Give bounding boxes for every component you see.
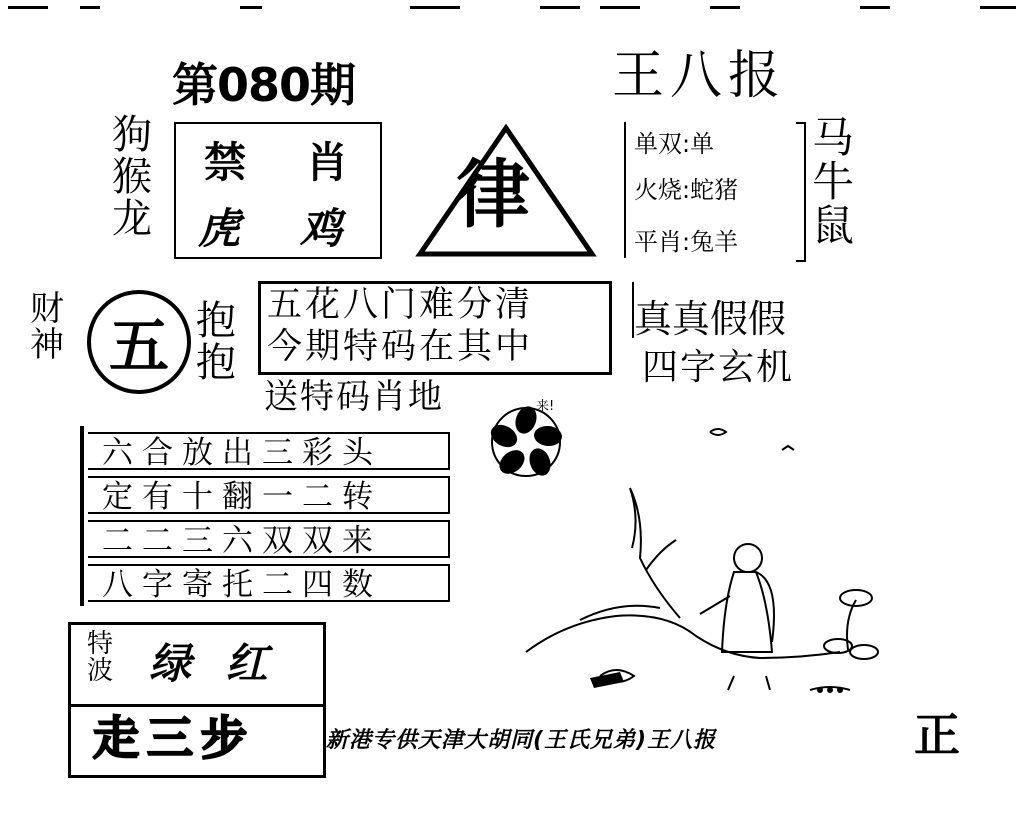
sage-feet	[728, 676, 770, 690]
top-dash	[710, 6, 740, 9]
forbidden-label: 肖	[306, 138, 349, 187]
special-wave-char: 特	[87, 629, 114, 659]
hill-line	[526, 615, 840, 658]
special-wave-label	[87, 631, 113, 686]
right-zodiac: 牛	[812, 157, 855, 207]
info-row-flat: 平肖:兔羊	[634, 228, 739, 256]
left-zodiac: 狗	[112, 112, 152, 158]
tree-trunk	[630, 488, 680, 618]
right-zodiac: 鼠	[812, 201, 855, 251]
forbidden-label: 禁	[204, 138, 247, 187]
poem-line-1: 六合放出三彩头	[88, 432, 450, 470]
forbidden-value: 虎	[198, 204, 241, 253]
hug-label	[196, 300, 236, 384]
info-row-fire: 火烧:蛇猪	[634, 176, 739, 204]
flower-leaf	[850, 645, 878, 659]
left-zodiac: 龙	[112, 196, 152, 242]
three-steps-box	[68, 704, 326, 778]
top-dash	[540, 6, 580, 9]
riddle-line-1: 五花八门难分清	[267, 285, 534, 325]
tree-branch	[646, 540, 676, 570]
info-box-bracket	[796, 122, 806, 262]
five-circle: 五	[87, 290, 191, 394]
info-row-odd-even: 单双:单	[634, 130, 715, 158]
poem-line-4: 八字寄托二四数	[88, 564, 450, 602]
top-dash	[600, 6, 640, 9]
sage-illustration	[520, 420, 1000, 720]
right-zodiac-column	[812, 113, 855, 251]
true-false-box	[632, 282, 812, 341]
bird-mark	[782, 446, 794, 450]
riddle-line-2: 今期特码在其中	[267, 327, 534, 367]
footer-mark: 正	[914, 708, 960, 762]
special-wave-box	[68, 622, 326, 707]
top-dash	[80, 6, 100, 9]
forbidden-value: 鸡	[300, 204, 343, 253]
logo-text: 来!	[536, 399, 555, 414]
four-char-mystery: 四字玄机	[642, 347, 795, 388]
left-zodiac: 猴	[112, 154, 152, 200]
hug-char: 抱	[196, 298, 236, 344]
flower-petal	[840, 590, 872, 606]
wealth-god-label	[30, 289, 64, 365]
sage-robe	[722, 572, 772, 652]
top-dash	[860, 6, 890, 9]
special-wave-char: 波	[87, 656, 114, 687]
issue-number: 第080期	[172, 58, 356, 112]
poem-line-3: 二二三六双双来	[88, 520, 450, 558]
law-character: 律	[456, 152, 530, 238]
riddle-box	[258, 281, 612, 375]
true-false-text: 真真假假	[634, 297, 787, 341]
cloud-mark	[710, 429, 726, 435]
riddle-hint: 送特码肖地	[264, 377, 444, 417]
left-zodiac-column	[112, 114, 152, 240]
forbidden-zodiac-box	[174, 122, 382, 259]
poem-block	[80, 426, 460, 606]
footer-credit: 新港专供天津大胡同(王氏兄弟)王八报	[326, 728, 717, 753]
hug-char: 抱	[196, 340, 236, 386]
top-dash	[8, 6, 48, 9]
right-zodiac: 马	[812, 113, 855, 162]
top-dash	[240, 6, 262, 9]
top-dash	[980, 6, 1016, 9]
special-wave-colors: 绿 红	[149, 639, 278, 688]
info-box	[624, 122, 806, 258]
poem-bracket	[80, 426, 84, 606]
hill-line	[580, 606, 660, 620]
sage-head	[734, 544, 762, 572]
wealth-god-char: 神	[30, 324, 64, 365]
poem-line-2: 定有十翻一二转	[88, 476, 450, 514]
wealth-god-char: 财	[30, 289, 64, 329]
three-steps-text: 走三步	[93, 711, 255, 765]
top-dash	[410, 6, 460, 9]
newspaper-title: 王八报	[612, 46, 787, 106]
scroll-bundle	[590, 672, 624, 688]
